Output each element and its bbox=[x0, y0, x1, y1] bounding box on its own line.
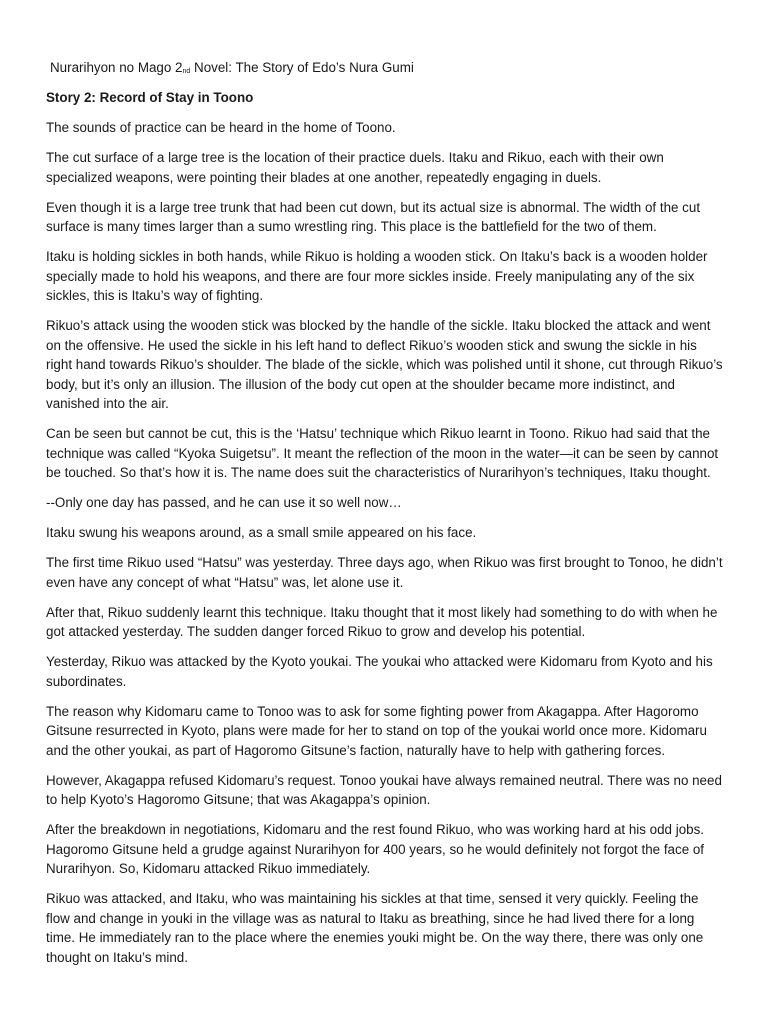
paragraph: Yesterday, Rikuo was attacked by the Kyoto youkai. The youkai who attacked were Kidomaru from Kyoto and his subordinates. bbox=[46, 654, 713, 689]
paragraph: The cut surface of a large tree is the location of their practice duels. Itaku and Rikuo, each with their own specialized weapons, were pointing their blades at one another, repeatedly engaging in duels. bbox=[46, 150, 664, 185]
document-title bbox=[50, 58, 726, 82]
title-subtitle: Novel: The Story of Edo’s Nura Gumi bbox=[190, 60, 414, 75]
paragraph: After the breakdown in negotiations, Kidomaru and the rest found Rikuo, who was working hard at his odd jobs. Hagoromo Gitsune held a grudge against Nurarihyon for 400 years, so he would definitely not forgot the face of Nurarihyon. So, Kidomaru attacked Rikuo immediately. bbox=[46, 822, 705, 876]
paragraph: The sounds of practice can be heard in the home of Toono. bbox=[46, 120, 396, 135]
title-superscript: nd bbox=[182, 68, 191, 75]
paragraph: Can be seen but cannot be cut, this is the ‘Hatsu’ technique which Rikuo learnt in Toono. Rikuo had said that the technique was called “Kyoka Suigetsu”. It meant the reflection of the moon in the water—it can be seen by cannot be touched. So that’s how it is. The name does suit the characteristics of Nurarihyon’s techniques, Itaku thought. bbox=[46, 426, 719, 480]
paragraph: Itaku is holding sickles in both hands, while Rikuo is holding a wooden stick. On Itaku’s back is a wooden holder specially made to hold his weapons, and there are four more sickles inside. Freely manipulating any of the six sickles, this is Itaku’s way of fighting. bbox=[46, 249, 708, 303]
paragraph: Itaku swung his weapons around, as a small smile appeared on his face. bbox=[46, 525, 477, 540]
story-heading: Story 2: Record of Stay in Toono bbox=[46, 90, 254, 105]
document-page bbox=[46, 58, 726, 978]
paragraph: The reason why Kidomaru came to Tonoo was to ask for some fighting power from Akagappa. After Hagoromo Gitsune resurrected in Kyoto, plans were made for her to stand on top of the youkai world once more. Kidomaru and the other youkai, as part of Hagoromo Gitsune’s faction, naturally have to help with gathering forces. bbox=[46, 703, 707, 758]
paragraph: --Only one day has passed, and he can use it so well now… bbox=[46, 495, 402, 510]
paragraph: However, Akagappa refused Kidomaru’s request. Tonoo youkai have always remained neutral. There was no need to help Kyoto’s Hagoromo Gitsune; that was Akagappa’s opinion. bbox=[46, 772, 722, 807]
paragraph: Even though it is a large tree trunk that had been cut down, but its actual size is abnormal. The width of the cut surface is many times larger than a sumo wrestling ring. This place is the battlefield for the two of them. bbox=[46, 199, 701, 234]
paragraph: The first time Rikuo used “Hatsu” was yesterday. Three days ago, when Rikuo was first brought to Tonoo, he didn’t even have any concept of what “Hatsu” was, let alone use it. bbox=[46, 555, 723, 590]
paragraph: Rikuo’s attack using the wooden stick was blocked by the handle of the sickle. Itaku blocked the attack and went on the offensive. He used the sickle in his left hand to deflect Rikuo’s wooden stick and swung the sickle in his right hand towards Rikuo’s shoulder. The blade of the sickle, which was polished until it shone, cut through Rikuo’s body, but it’s only an illusion. The illusion of the body cut open at the shoulder became more indistinct, and vanished into the air. bbox=[46, 318, 723, 411]
title-text: Nurarihyon no Mago 2 bbox=[50, 60, 183, 75]
paragraph: After that, Rikuo suddenly learnt this technique. Itaku thought that it most likely had something to do with when he got attacked yesterday. The sudden danger forced Rikuo to grow and develop his potential. bbox=[46, 604, 718, 639]
paragraph: Rikuo was attacked, and Itaku, who was maintaining his sickles at that time, sensed it very quickly. Feeling the flow and change in youki in the village was as natural to Itaku as breathing, since he had lived there for a long time. He immediately ran to the place where the enemies youki might be. On the way there, there was only one thought on Itaku’s mind. bbox=[46, 891, 704, 965]
